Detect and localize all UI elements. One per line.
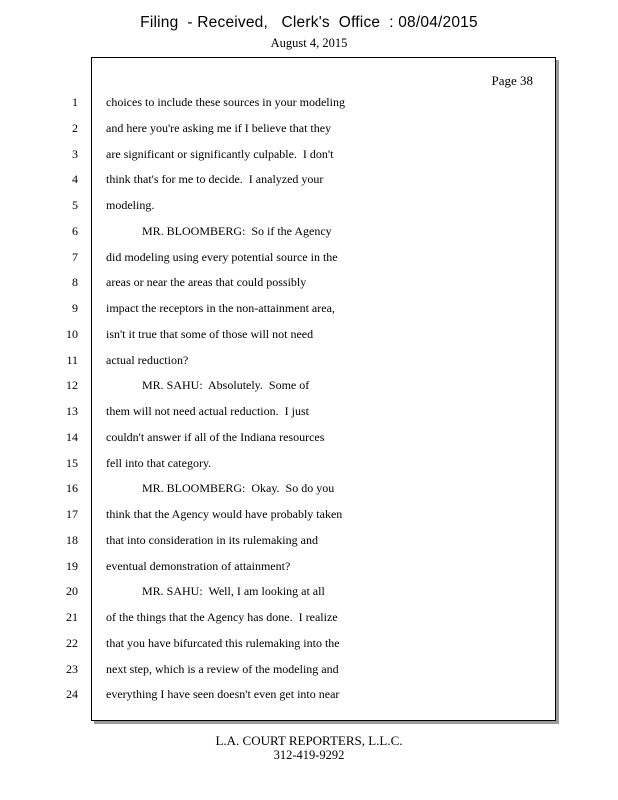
line-number: 2 (72, 121, 78, 135)
line-text: isn't it true that some of those will not need (106, 327, 314, 341)
court-reporter-name: L.A. COURT REPORTERS, L.L.C. (215, 733, 403, 748)
line-number: 1 (72, 95, 78, 109)
line-number: 6 (72, 224, 78, 238)
line-text: modeling. (106, 198, 155, 212)
line-number: 19 (66, 559, 78, 573)
line-number: 3 (72, 147, 78, 161)
line-text: did modeling using every potential source in the (106, 250, 338, 264)
line-number: 23 (66, 662, 78, 676)
line-text: MR. SAHU: Absolutely. Some of (106, 378, 310, 392)
line-text: and here you're asking me if I believe that they (106, 121, 332, 135)
line-text: choices to include these sources in your modeling (106, 95, 345, 109)
line-text: of the things that the Agency has done. I realize (106, 610, 338, 624)
line-text: think that the Agency would have probably taken (106, 507, 343, 521)
line-number: 12 (66, 378, 78, 392)
line-text: eventual demonstration of attainment? (106, 559, 291, 573)
line-number: 13 (66, 404, 78, 418)
line-text: them will not need actual reduction. I just (106, 404, 309, 418)
line-number: 9 (72, 301, 78, 315)
line-text: everything I have seen doesn't even get into near (106, 687, 340, 701)
court-reporter-phone: 312-419-9292 (273, 748, 345, 762)
line-text: are significant or significantly culpable. I don't (106, 147, 334, 161)
line-text: couldn't answer if all of the Indiana resources (106, 430, 325, 444)
line-text: impact the receptors in the non-attainment area, (106, 301, 335, 315)
line-text: actual reduction? (106, 353, 189, 367)
line-text: think that's for me to decide. I analyzed your (106, 172, 324, 186)
line-text: next step, which is a review of the modeling and (106, 662, 339, 676)
line-number: 17 (66, 507, 78, 521)
line-number: 22 (66, 636, 78, 650)
line-number: 16 (66, 481, 78, 495)
line-text: that into consideration in its rulemaking and (106, 533, 318, 547)
line-text: MR. SAHU: Well, I am looking at all (106, 584, 325, 598)
line-text: MR. BLOOMBERG: So if the Agency (106, 224, 332, 238)
line-text: fell into that category. (106, 456, 212, 470)
line-number: 7 (72, 250, 78, 264)
line-number: 15 (66, 456, 78, 470)
line-text: areas or near the areas that could possibly (106, 275, 307, 289)
line-text: MR. BLOOMBERG: Okay. So do you (106, 481, 335, 495)
line-number: 18 (66, 533, 78, 547)
line-number: 11 (66, 353, 78, 367)
line-number: 14 (66, 430, 78, 444)
line-number: 24 (66, 687, 78, 701)
line-number: 10 (66, 327, 78, 341)
document-date: August 4, 2015 (270, 36, 348, 50)
line-number: 4 (72, 172, 78, 186)
filing-stamp: Filing - Received, Clerk's Office : 08/04/2015 (140, 14, 478, 31)
line-number: 8 (72, 275, 78, 289)
line-number: 21 (66, 610, 78, 624)
line-number: 5 (72, 198, 78, 212)
line-number: 20 (66, 584, 78, 598)
line-text: that you have bifurcated this rulemaking into the (106, 636, 340, 650)
page-number: Page 38 (491, 73, 533, 88)
